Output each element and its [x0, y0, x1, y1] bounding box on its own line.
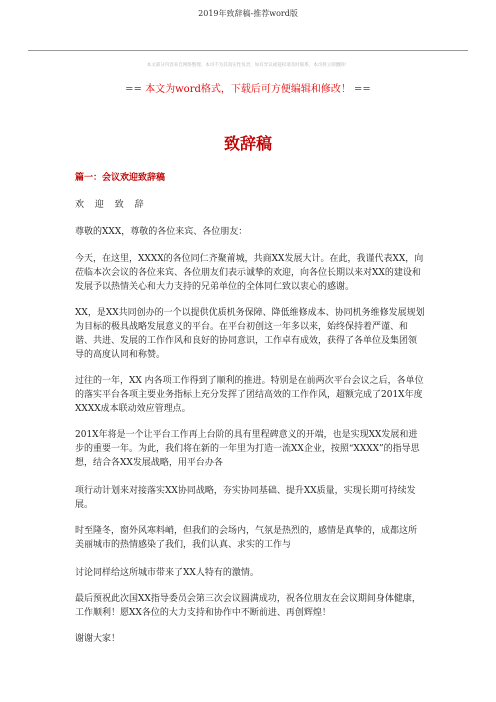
- running-header: 2019年致辞稿-推荐word版: [198, 9, 298, 18]
- paragraph: 时至隆冬，窗外风寒料峭，但我们的会场内，气氛是热烈的，感情是真挚的，成都这所美丽城市的热情感染了我们，我们认真、求实的工作与: [75, 526, 418, 550]
- paragraph: XX，是XX共同创办的一个以提供优质机务保障、降低维修成本、协同机务维修发展规划为目标的极具战略发展意义的平台。在平台初创这一年多以来，始终保持着严谨、和谐、共进、发展的工作作风和良好的协同意识，工作卓有成效，获得了各单位及集团领导的高度认同和称赞。: [75, 308, 425, 360]
- section-heading: 篇一：会议欢迎致辞稿: [75, 173, 166, 183]
- paragraph: 讨论同样给这所城市带来了XX人特有的激情。: [75, 568, 259, 578]
- document-body: [75, 171, 425, 646]
- paragraph: 今天，在这里，XXXX的各位同仁齐聚莆城，共商XX发展大计。在此，我谨代表XX，向莅临本次会议的各位来宾、各位朋友们表示诚挚的欢迎，向各位长期以来对XX的建设和发展予以热情关心和大力支持的兄弟单位的全体同仁致以衷心的感谢。: [75, 254, 424, 292]
- paragraph: 过往的一年，XX 内各项工作得到了顺利的推进。特别是在前两次平台会议之后，各单位的落实平台各项主要业务指标上充分发挥了团结高效的工作作风，超额完成了201X年度XXXX成本联动效应管理点。: [75, 376, 424, 414]
- paragraph: 最后预祝此次国XX指导委员会第三次会议圆满成功，祝各位朋友在会议期间身体健康，工作顺利！愿XX各位的大力支持和协作中不断前进、再创辉煌！: [75, 594, 421, 618]
- paragraph: 201X年将是一个让平台工作再上台阶的具有里程碑意义的开端，也是实现XX发展和进步的重要一年。为此，我们将在新的一年里为打造一流XX企业，按照“XXXX”的指导思想，结合各XX发展战略，用平台办各: [75, 430, 420, 468]
- paragraph: 项行动计划来对接落实XX协同战略，夯实协同基础、提升XX质量，实现长期可持续发展。: [75, 486, 416, 510]
- disclaimer-text: 本文部分内容来自网络整理，本司不为其真实性负责，如有异议或侵权请及时联系，本司将立即删除！: [146, 63, 350, 68]
- document-title: 致辞稿: [223, 134, 272, 153]
- greeting-line: 欢 迎 致 辞: [75, 200, 148, 210]
- edit-notice: == 本文为word格式，下载后可方便编辑和修改！ ==: [125, 84, 371, 95]
- header-divider: [28, 50, 468, 51]
- salutation: 尊敬的XXX，尊敬的各位来宾、各位朋友：: [75, 227, 248, 237]
- closing-line: 谢谢大家！: [75, 634, 121, 644]
